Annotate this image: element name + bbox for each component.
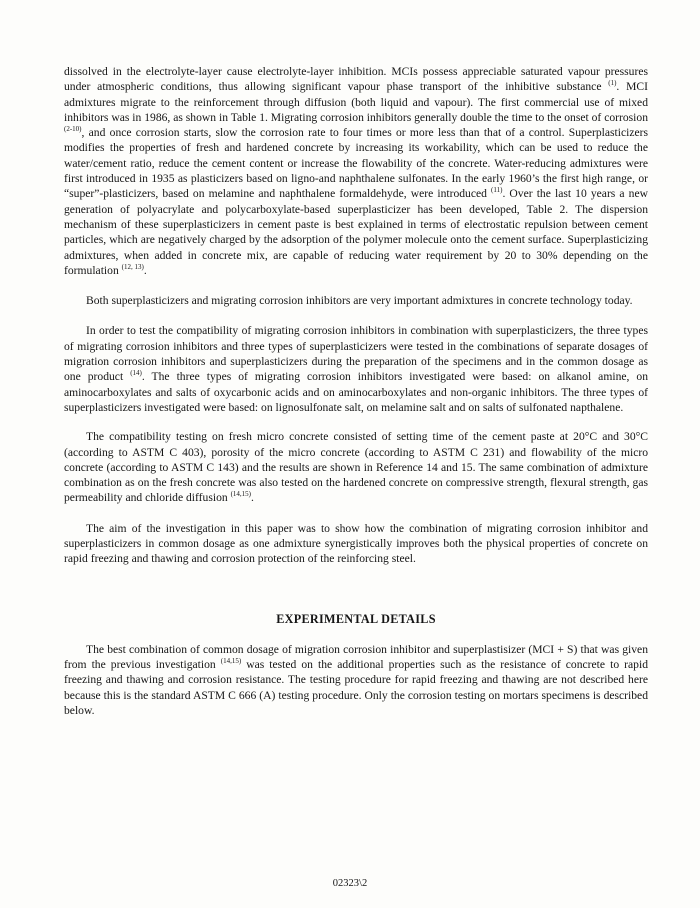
citation-ref: (1): [608, 79, 617, 88]
text-segment: The compatibility testing on fresh micro concrete consisted of setting time of the cement paste at 20°C and 30°C (according to ASTM C 403), porosity of the micro concrete (according to ASTM C 231) and flowability of the micro concrete (according to ASTM C 143) and the results are shown in Reference 14 and 15. The same combination of admixture combination as on the fresh concrete was also tested on the hardened concrete on compressive strength, flexural strength, gas permeability and chloride diffusion: [64, 430, 648, 505]
text-segment: . Over the last 10 years a new generation of polyacrylate and polycarboxylate-based superplasticizer has been developed, Table 2. The dispersion mechanism of these superplasticizers in cement paste is best explained in terms of electrostatic repulsion between cement particles, which are negatively charged by the adsorption of the polymer molecule onto the cement surface. Superplasticizing admixtures, when added in concrete mix, are capable of reducing water requirement by 20 to 30% depending on the formulation: [64, 187, 648, 277]
text-segment: . MCI admixtures migrate to the reinforcement through diffusion (both liquid and vapour). The first commercial use of mixed inhibitors was in 1986, as shown in Table 1. Migrating corrosion inhibitors generally double the time to the onset of corrosion: [64, 80, 648, 124]
paragraph-importance: Both superplasticizers and migrating corrosion inhibitors are very important admixtures in concrete technology today.: [86, 294, 633, 308]
text-segment: .: [251, 491, 254, 505]
text-segment: .: [143, 263, 147, 277]
text-segment: dissolved in the electrolyte-layer cause electrolyte-layer inhibition. MCIs possess appreciable saturated vapour pressures under atmospheric conditions, thus allowing significant vapour phase transport of the inhibitive substance: [64, 65, 648, 94]
text-segment: In order to test the compatibility of migrating corrosion inhibitors in combination with superplasticizers, the three types of migrating corrosion inhibitors and three types of superplasticizers were tested in the combinations of separate dosages of migration corrosion inhibitors and superplasticizers during the preparation of the specimens and in the common dosage as one product: [64, 324, 648, 384]
citation-ref: (14): [130, 369, 142, 378]
paragraph-fresh-concrete-testing: [64, 429, 648, 505]
paragraph-experimental-details: [64, 642, 648, 718]
citation-ref: (11): [491, 186, 503, 195]
document-body: [64, 64, 648, 718]
citation-ref: (2-10): [64, 125, 82, 134]
section-heading-experimental-details: EXPERIMENTAL DETAILS: [276, 611, 436, 626]
citation-ref: (12, 13): [121, 262, 144, 271]
text-segment: was tested on the additional properties such as the resistance of concrete to rapid freezing and thawing and corrosion resistance. The testing procedure for rapid freezing and thawing are not described here because this is the standard ASTM C 666 (A) testing procedure. Only the corrosion testing on mortars specimens is described below.: [64, 657, 648, 717]
paragraph-aim: The aim of the investigation in this paper was to show how the combination of migrating corrosion inhibitor and superplasticizers in common dosage as one admixture synergistically improves both the physical properties of concrete on rapid freezing and thawing and corrosion protection of the reinforcing steel.: [64, 521, 648, 566]
paragraph-mci-superplasticizer-background: [64, 64, 648, 278]
citation-ref: (14,15): [220, 656, 242, 665]
citation-ref: (14,15): [230, 490, 251, 499]
text-segment: , and once corrosion starts, slow the corrosion rate to four times or more less than that of a control. Superplasticizers modifies the properties of fresh and hardened concrete by increasing its workability, which can be used to reduce the water/cement ratio, reduce the cement content or increase the flowability of the concrete. Water-reducing admixtures were first introduced in 1935 as plasticizers based on ligno-and naphthalene sulfonates. In the early 1960’s the first high range, or “super”-plasticizers, based on melamine and naphthalene formaldehyde, were introduced: [64, 126, 648, 201]
text-segment: . The three types of migrating corrosion inhibitors investigated were based: on alkanol amine, on aminocarboxylates and salts of oxycarbonic acids and on aminocarboxylates and non-organic inhibitors. The three types of superplasticizers investigated were based: on lignosulfonate salt, on melamine salt and on salts of sulfonated napthalene.: [64, 370, 649, 414]
text-segment: The best combination of common dosage of migration corrosion inhibitor and superplastisizer (MCI + S) that was given from the previous investigation: [64, 642, 648, 671]
paragraph-compatibility-test: [64, 323, 648, 415]
page-footer-number: 02323\2: [332, 878, 368, 889]
